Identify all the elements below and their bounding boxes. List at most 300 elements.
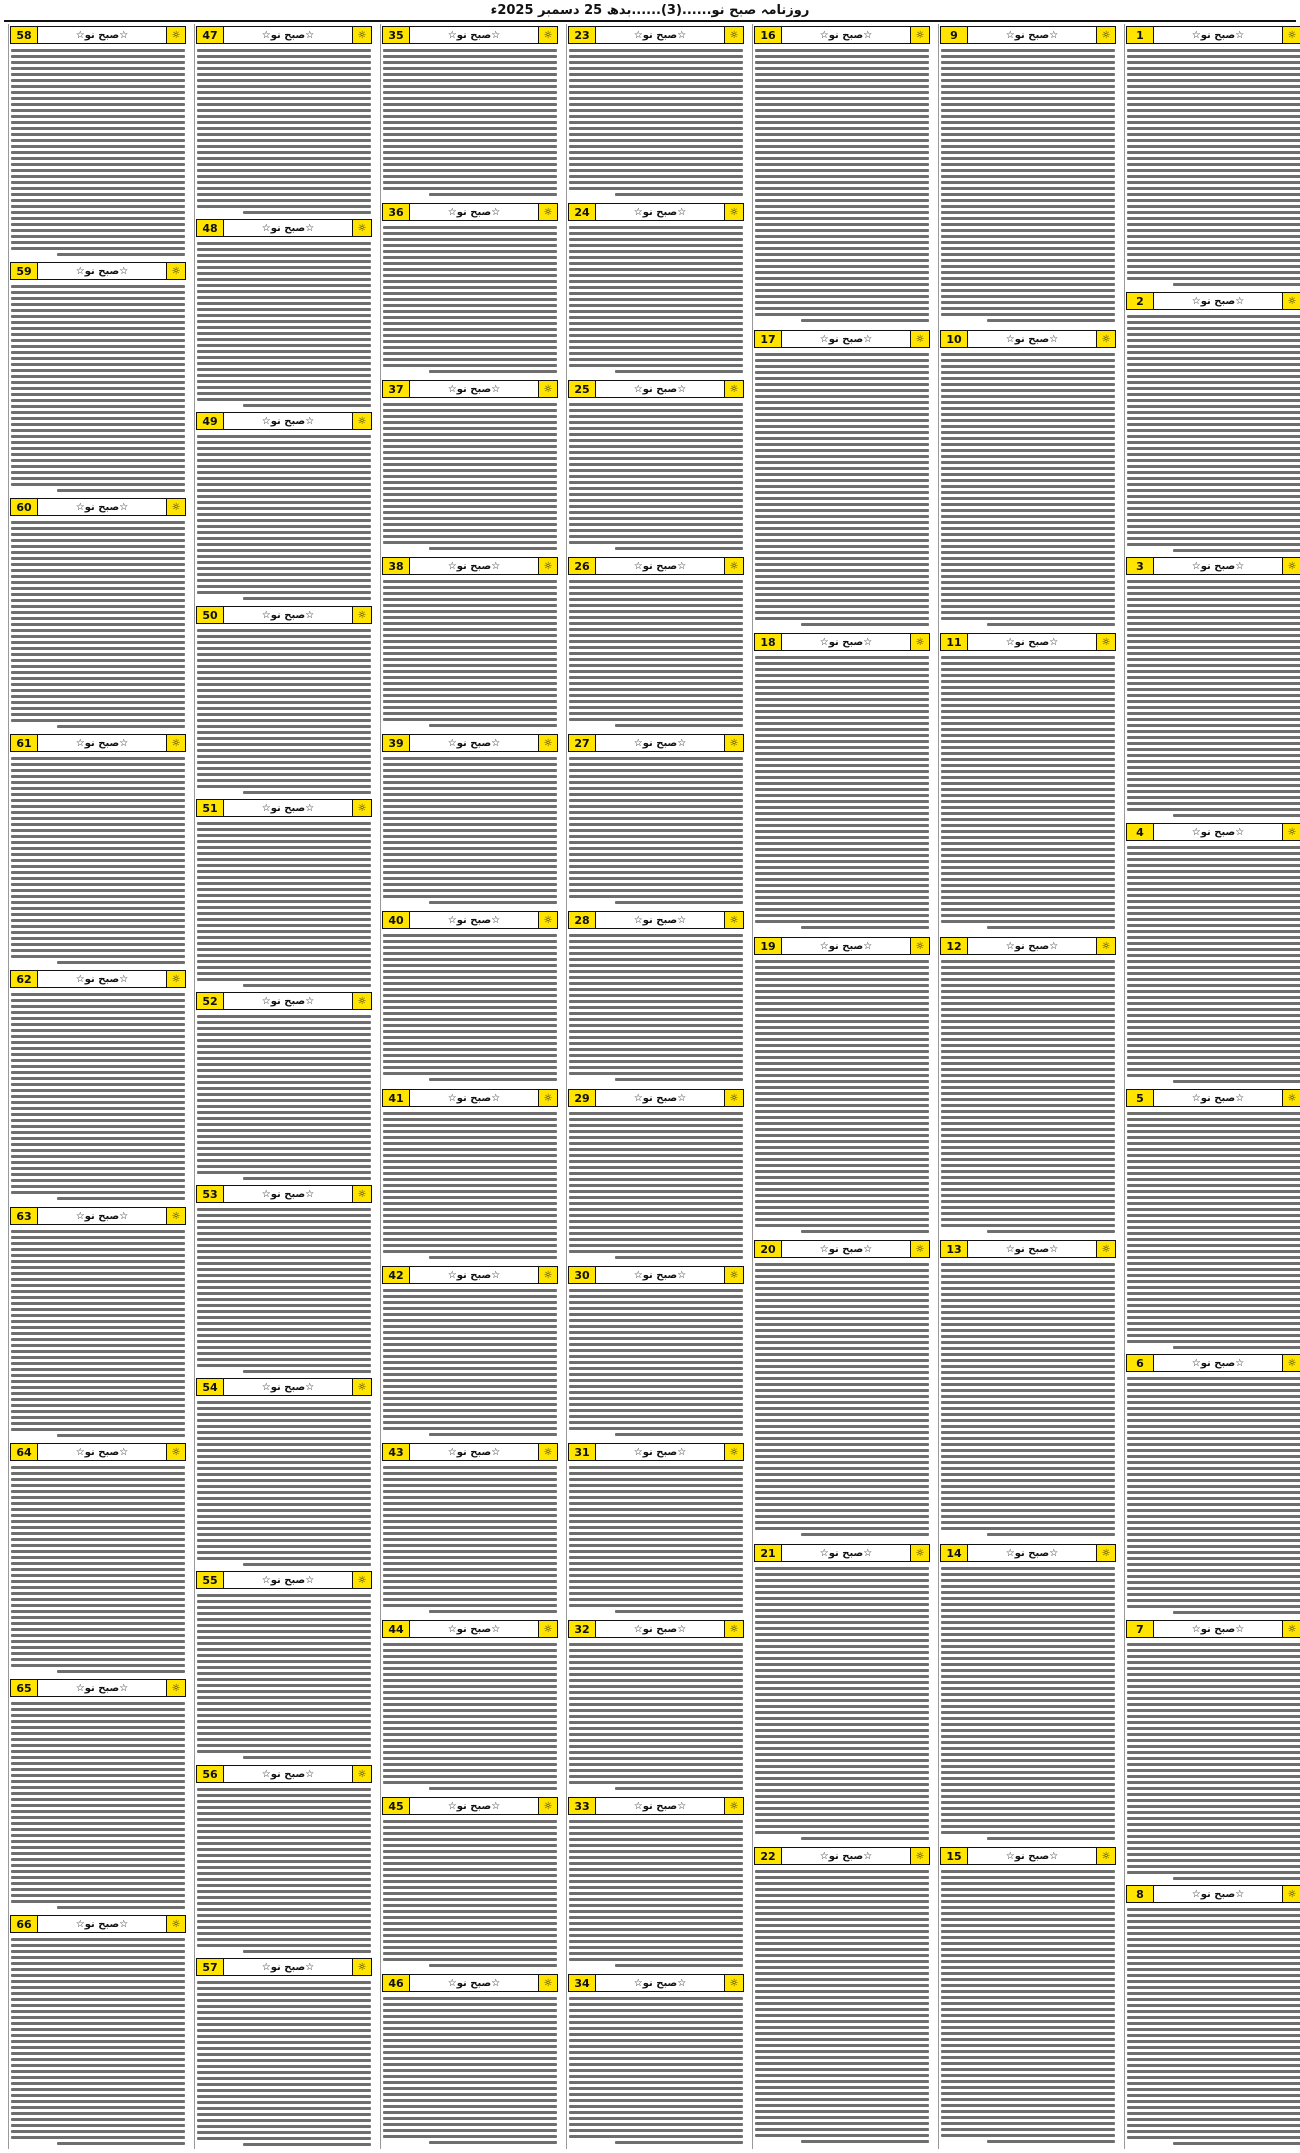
text-line [383, 2021, 557, 2024]
text-line [11, 1143, 185, 1146]
masthead-rule [4, 20, 1296, 22]
sun-logo-icon: ☼ [538, 912, 557, 928]
sun-logo-icon: ☼ [538, 1798, 557, 1814]
text-line [1127, 315, 1300, 318]
brand-label: ☆صبح نو☆ [633, 1800, 687, 1812]
text-line [243, 1950, 371, 1953]
text-line [11, 417, 185, 420]
text-line [197, 671, 371, 674]
text-line [11, 2124, 185, 2127]
text-line [197, 755, 371, 758]
brand-label: ☆صبح نو☆ [1005, 29, 1059, 41]
text-line [11, 1125, 185, 1128]
text-line [1127, 1751, 1300, 1754]
text-line [11, 453, 185, 456]
article-body [9, 518, 187, 731]
text-line [11, 1392, 185, 1395]
text-line [941, 1633, 1115, 1636]
text-line [383, 781, 557, 784]
text-line [11, 2070, 185, 2073]
text-line [941, 2092, 1115, 2095]
text-line [941, 1110, 1115, 1113]
text-line [755, 521, 929, 524]
text-line [383, 2069, 557, 2072]
text-line [1127, 1569, 1300, 1572]
article-number: 53 [197, 1186, 224, 1202]
text-line [383, 1703, 557, 1706]
sun-logo-icon: ☼ [724, 735, 743, 751]
text-line [383, 1244, 557, 1247]
text-line [755, 145, 929, 148]
text-line [383, 706, 557, 709]
article-header [568, 1974, 744, 1992]
text-line [197, 1672, 371, 1675]
brand-label: ☆صبح نو☆ [75, 29, 129, 41]
text-line [755, 1164, 929, 1167]
text-line [755, 758, 929, 761]
text-line [1127, 133, 1300, 136]
text-line [941, 479, 1115, 482]
text-line [383, 232, 557, 235]
brand-label: ☆صبح نو☆ [261, 1768, 315, 1780]
text-line [755, 1615, 929, 1618]
text-line [11, 871, 185, 874]
text-line [383, 1202, 557, 1205]
text-line [569, 1349, 743, 1352]
text-line [197, 1678, 371, 1681]
text-line [941, 698, 1115, 701]
text-line [755, 1693, 929, 1696]
text-line [569, 2045, 743, 2048]
text-line [941, 599, 1115, 602]
text-line [941, 377, 1115, 380]
text-line [755, 1567, 929, 1570]
text-line [11, 563, 185, 566]
text-line [755, 1503, 929, 1506]
text-line [383, 1355, 557, 1358]
text-line [1127, 79, 1300, 82]
text-line [1127, 598, 1300, 601]
text-line [197, 2059, 371, 2062]
text-line [197, 767, 371, 770]
text-line [11, 677, 185, 680]
text-line [941, 1894, 1115, 1897]
text-line [197, 1539, 371, 1542]
text-line [569, 73, 743, 76]
text-line [1127, 1992, 1300, 1995]
text-line [383, 244, 557, 247]
text-line [569, 256, 743, 259]
text-line [197, 1794, 371, 1797]
text-line [755, 539, 929, 542]
text-line [197, 948, 371, 951]
text-line [197, 1896, 371, 1899]
text-line [1127, 1389, 1300, 1392]
brand-label: ☆صبح نو☆ [75, 973, 129, 985]
text-line [941, 515, 1115, 518]
text-line [755, 497, 929, 500]
article-body [195, 1205, 373, 1376]
article-body [753, 957, 931, 1236]
text-line [569, 1715, 743, 1718]
text-line [197, 912, 371, 915]
article-header [754, 1240, 930, 1258]
text-line [755, 175, 929, 178]
text-line [941, 2032, 1115, 2035]
text-line [11, 1380, 185, 1383]
text-line [755, 1573, 929, 1576]
text-line [11, 713, 185, 716]
text-line [941, 217, 1115, 220]
text-line [197, 906, 371, 909]
text-line [197, 2005, 371, 2008]
text-line [11, 1029, 185, 1032]
text-line [197, 1431, 371, 1434]
text-line [383, 334, 557, 337]
text-line [941, 2020, 1115, 2023]
text-line [197, 1642, 371, 1645]
text-line [383, 175, 557, 178]
text-line [755, 1509, 929, 1512]
text-line [383, 1118, 557, 1121]
text-line [755, 371, 929, 374]
text-line [383, 358, 557, 361]
article-number: 42 [383, 1267, 410, 1283]
text-line [1127, 796, 1300, 799]
text-line [569, 535, 743, 538]
text-line [941, 1116, 1115, 1119]
article-number: 27 [569, 735, 596, 751]
text-line [11, 527, 185, 530]
text-line [941, 1269, 1115, 1272]
text-line [197, 1105, 371, 1108]
article-body [381, 1817, 559, 1970]
text-line [941, 2074, 1115, 2077]
text-line [755, 1633, 929, 1636]
text-line [941, 575, 1115, 578]
text-line [941, 734, 1115, 737]
text-line [569, 847, 743, 850]
text-line [755, 569, 929, 572]
text-line [1127, 1124, 1300, 1127]
text-line [1127, 1286, 1300, 1289]
text-line [197, 1250, 371, 1253]
text-line [197, 1932, 371, 1935]
text-line [569, 994, 743, 997]
text-line [1127, 1310, 1300, 1313]
text-line [383, 1184, 557, 1187]
text-line [57, 961, 185, 964]
text-line [755, 1092, 929, 1095]
text-line [383, 1361, 557, 1364]
text-line [197, 689, 371, 692]
text-line [569, 487, 743, 490]
article-body [381, 223, 559, 376]
brand-label: ☆صبح نو☆ [1191, 1092, 1245, 1104]
text-line [383, 55, 557, 58]
text-line [1127, 453, 1300, 456]
sun-logo-icon: ☼ [1096, 938, 1115, 954]
text-line [1127, 1214, 1300, 1217]
text-line [1127, 1443, 1300, 1446]
sun-logo-icon: ☼ [538, 558, 557, 574]
text-line [987, 623, 1115, 626]
text-line [755, 1597, 929, 1600]
text-line [197, 900, 371, 903]
text-line [755, 199, 929, 202]
text-line [383, 1484, 557, 1487]
text-line [11, 521, 185, 524]
text-line [197, 175, 371, 178]
text-line [941, 259, 1115, 262]
text-line [1127, 1581, 1300, 1584]
text-line [1173, 2142, 1300, 2145]
text-line [569, 1000, 743, 1003]
sun-logo-icon: ☼ [1282, 558, 1300, 574]
sun-logo-icon: ☼ [910, 1848, 929, 1864]
text-line [569, 1562, 743, 1565]
text-line [1127, 495, 1300, 498]
text-line [755, 1765, 929, 1768]
text-line [1127, 175, 1300, 178]
text-line [941, 283, 1115, 286]
text-line [383, 469, 557, 472]
text-line [569, 1862, 743, 1865]
text-line [755, 401, 929, 404]
text-line [243, 1177, 371, 1180]
text-line [941, 1281, 1115, 1284]
text-line [383, 598, 557, 601]
text-line [755, 1621, 929, 1624]
text-line [383, 445, 557, 448]
text-line [11, 1173, 185, 1176]
article-header [196, 219, 372, 237]
text-line [755, 1008, 929, 1011]
text-line [11, 1260, 185, 1263]
text-line [569, 1403, 743, 1406]
text-line [755, 449, 929, 452]
article-number: 46 [383, 1975, 410, 1991]
text-line [11, 1968, 185, 1971]
text-line [1127, 1745, 1300, 1748]
text-line [383, 1838, 557, 1841]
text-line [1127, 858, 1300, 861]
text-line [755, 587, 929, 590]
text-line [11, 2052, 185, 2055]
text-line [1127, 363, 1300, 366]
text-line [383, 169, 557, 172]
text-line [569, 2105, 743, 2108]
text-line [383, 346, 557, 349]
text-line [1127, 616, 1300, 619]
text-line [755, 1741, 929, 1744]
text-line [197, 579, 371, 582]
text-line [987, 1837, 1115, 1840]
text-line [569, 793, 743, 796]
text-line [569, 316, 743, 319]
text-line [197, 1684, 371, 1687]
text-line [383, 2075, 557, 2078]
text-line [755, 97, 929, 100]
text-line [569, 1250, 743, 1253]
text-line [755, 1140, 929, 1143]
text-line [383, 1427, 557, 1430]
text-line [197, 1836, 371, 1839]
text-line [941, 1807, 1115, 1810]
text-line [11, 2076, 185, 2079]
text-line [197, 840, 371, 843]
text-line [383, 694, 557, 697]
text-line [11, 1242, 185, 1245]
text-line [569, 1478, 743, 1481]
text-line [1173, 1080, 1300, 1083]
text-line [1127, 1515, 1300, 1518]
text-line [941, 587, 1115, 590]
text-line [11, 127, 185, 130]
text-line [383, 1232, 557, 1235]
text-line [569, 181, 743, 184]
text-line [197, 1750, 371, 1753]
text-line [941, 1200, 1115, 1203]
sun-logo-icon: ☼ [538, 1975, 557, 1991]
text-line [1127, 1160, 1300, 1163]
text-line [1127, 339, 1300, 342]
text-line [197, 1407, 371, 1410]
text-line [941, 2080, 1115, 2083]
text-line [383, 1036, 557, 1039]
text-line [197, 1214, 371, 1217]
text-line [383, 640, 557, 643]
text-line [1127, 604, 1300, 607]
text-line [11, 477, 185, 480]
text-line [615, 1610, 743, 1613]
text-line [569, 1148, 743, 1151]
text-line [11, 303, 185, 306]
brand-label: ☆صبح نو☆ [633, 737, 687, 749]
text-line [755, 509, 929, 512]
text-line [11, 1428, 185, 1431]
text-line [941, 716, 1115, 719]
article-number: 60 [11, 499, 38, 515]
text-line [197, 1147, 371, 1150]
text-line [1127, 1575, 1300, 1578]
text-line [569, 1367, 743, 1370]
article-header [754, 1544, 930, 1562]
text-line [1127, 1431, 1300, 1434]
text-line [383, 1295, 557, 1298]
article-body [567, 223, 745, 376]
text-line [941, 1305, 1115, 1308]
text-line [569, 274, 743, 277]
text-line [383, 2045, 557, 2048]
text-line [383, 895, 557, 898]
article-number: 35 [383, 27, 410, 43]
article-header [196, 799, 372, 817]
text-line [1127, 2034, 1300, 2037]
text-line [755, 247, 929, 250]
text-line [429, 724, 557, 727]
article-header [940, 633, 1116, 651]
text-line [941, 1930, 1115, 1933]
text-line [569, 145, 743, 148]
text-line [755, 1056, 929, 1059]
text-line [755, 353, 929, 356]
text-line [1127, 2070, 1300, 2073]
text-line [383, 1343, 557, 1346]
sun-logo-icon: ☼ [724, 558, 743, 574]
text-line [1127, 736, 1300, 739]
text-line [197, 1860, 371, 1863]
text-line [383, 1898, 557, 1901]
text-line [383, 403, 557, 406]
text-line [197, 1726, 371, 1729]
text-line [755, 229, 929, 232]
text-line [1127, 682, 1300, 685]
text-line [1127, 1781, 1300, 1784]
text-line [11, 447, 185, 450]
text-line [383, 1862, 557, 1865]
text-line [383, 226, 557, 229]
text-line [755, 1152, 929, 1155]
article-body [567, 577, 745, 730]
text-line [1127, 217, 1300, 220]
text-line [11, 1702, 185, 1705]
article-header [568, 203, 744, 221]
text-line [383, 586, 557, 589]
text-line [569, 1604, 743, 1607]
text-line [197, 635, 371, 638]
sun-logo-icon: ☼ [910, 27, 929, 43]
brand-label: ☆صبح نو☆ [1191, 1357, 1245, 1369]
text-line [941, 668, 1115, 671]
text-line [941, 866, 1115, 869]
article-header [382, 203, 558, 221]
text-line [197, 870, 371, 873]
text-line [941, 812, 1115, 815]
article-body [9, 990, 187, 1203]
text-line [755, 1455, 929, 1458]
text-line [569, 1421, 743, 1424]
text-line [197, 115, 371, 118]
text-line [755, 1675, 929, 1678]
text-line [755, 1269, 929, 1272]
text-line [383, 1367, 557, 1370]
article-header [382, 734, 558, 752]
article-header [196, 606, 372, 624]
text-line [941, 896, 1115, 899]
text-line [383, 499, 557, 502]
article-header [196, 1958, 372, 1976]
text-line [11, 369, 185, 372]
text-line [197, 1618, 371, 1621]
text-line [941, 2116, 1115, 2119]
text-line [11, 1986, 185, 1989]
text-line [11, 61, 185, 64]
text-line [1127, 1136, 1300, 1139]
sun-logo-icon: ☼ [538, 27, 557, 43]
text-line [755, 467, 929, 470]
text-line [1127, 1112, 1300, 1115]
text-line [755, 1639, 929, 1642]
text-line [11, 847, 185, 850]
text-line [383, 1844, 557, 1847]
text-line [11, 1720, 185, 1723]
article-header [568, 380, 744, 398]
text-line [569, 694, 743, 697]
text-line [11, 823, 185, 826]
text-line [11, 2034, 185, 2037]
text-line [197, 320, 371, 323]
